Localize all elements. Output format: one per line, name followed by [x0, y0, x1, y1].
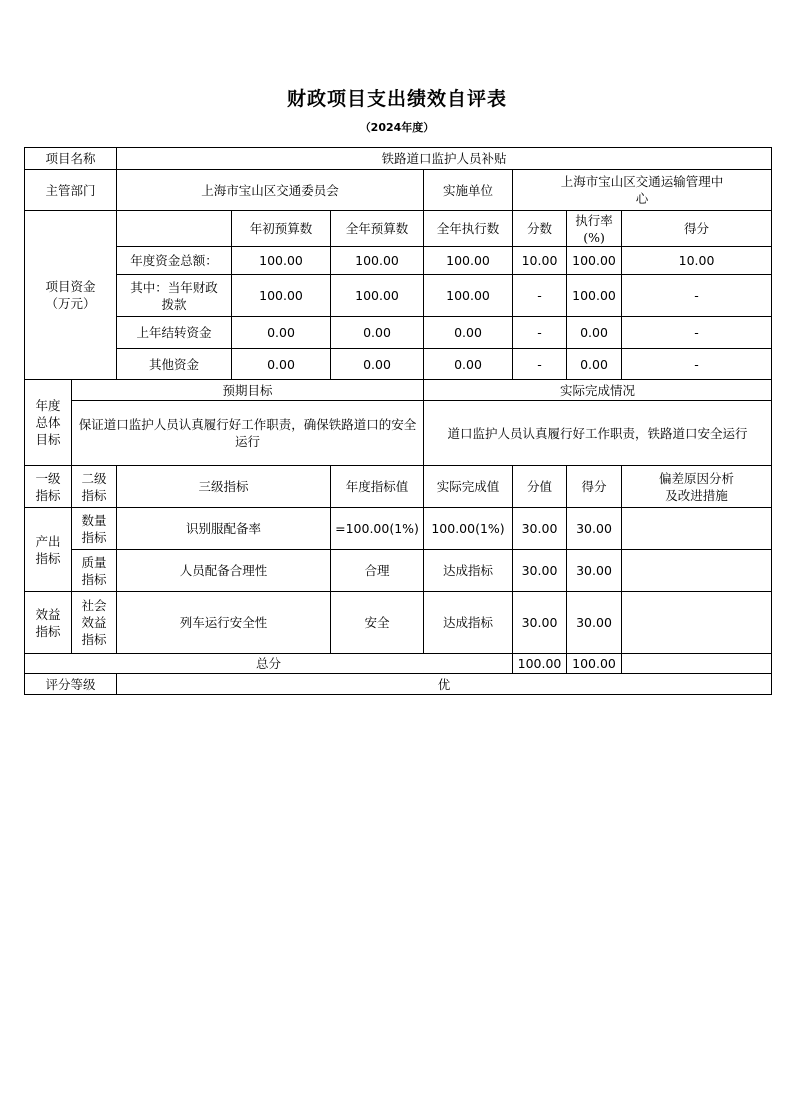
goals-actual-text: 道口监护人员认真履行好工作职责，铁路道口安全运行	[424, 401, 772, 466]
ind-header-level1-line1: 一级	[35, 470, 61, 486]
ind-deviation	[622, 508, 772, 550]
ind-deviation	[622, 550, 772, 592]
unit-value-line2: 心	[635, 191, 649, 206]
page-subtitle: （2024年度）	[359, 121, 435, 134]
ind-header-level3: 三级指标	[117, 466, 331, 508]
funds-row	[25, 247, 772, 275]
funds-cell: 0.00	[424, 317, 513, 349]
funds-header-rate: 执行率(%)	[567, 211, 622, 247]
funds-cell: 0.00	[232, 317, 331, 349]
funds-cell: -	[513, 275, 567, 317]
project-name-label: 项目名称	[25, 148, 117, 170]
goals-label-line1: 年度	[35, 398, 61, 413]
goals-label-line3: 目标	[35, 432, 61, 447]
funds-cell: -	[622, 317, 772, 349]
total-deviation-blank	[622, 654, 772, 674]
funds-header-executed: 全年执行数	[424, 211, 513, 247]
ind-header-level2-line1: 二级	[81, 470, 107, 486]
ind-header-level1	[25, 466, 72, 508]
page-title: 财政项目支出绩效自评表	[286, 88, 507, 110]
funds-cell: 100.00	[232, 275, 331, 317]
funds-label-line2: （万元）	[45, 296, 96, 311]
goals-actual-header: 实际完成情况	[424, 380, 772, 401]
ind-header-deviation-line1: 偏差原因分析	[659, 470, 735, 486]
row-department	[25, 170, 772, 211]
dept-value: 上海市宝山区交通委员会	[117, 170, 424, 211]
ind-target: 合理	[331, 550, 424, 592]
ind-level1-benefit-line1: 效益	[35, 606, 61, 622]
dept-label: 主管部门	[25, 170, 117, 211]
ind-header-deviation-line2: 及改进措施	[665, 487, 728, 503]
ind-deviation	[622, 592, 772, 654]
ind-weight: 30.00	[513, 508, 567, 550]
total-label: 总分	[25, 654, 513, 674]
goals-expected-text: 保证道口监护人员认真履行好工作职责，确保铁路道口的安全运行	[72, 401, 424, 466]
ind-level1-benefit	[25, 592, 72, 654]
funds-header-points: 分数	[513, 211, 567, 247]
unit-value	[513, 170, 772, 211]
indicator-row	[25, 550, 772, 592]
unit-value-line1: 上海市宝山区交通运输管理中	[560, 174, 724, 189]
funds-cell: 0.00	[232, 349, 331, 380]
funds-row-label: 其他资金	[117, 349, 232, 380]
ind-level2	[72, 508, 117, 550]
ind-level1-output	[25, 508, 72, 592]
ind-target: 安全	[331, 592, 424, 654]
funds-cell: -	[622, 349, 772, 380]
ind-level2	[72, 550, 117, 592]
funds-row-label: 上年结转资金	[117, 317, 232, 349]
funds-cell: 0.00	[567, 349, 622, 380]
ind-level2-line2: 效益	[81, 615, 107, 630]
funds-cell: -	[513, 349, 567, 380]
funds-cell: 0.00	[331, 349, 424, 380]
ind-level3: 列车运行安全性	[117, 592, 331, 654]
funds-cell: 10.00	[622, 247, 772, 275]
ind-score: 30.00	[567, 592, 622, 654]
row-indicator-header	[25, 466, 772, 508]
project-name-value: 铁路道口监护人员补贴	[117, 148, 772, 170]
funds-header-annual-budget: 全年预算数	[331, 211, 424, 247]
funds-cell: 100.00	[331, 275, 424, 317]
row-goals-content	[25, 401, 772, 466]
ind-level2-line1: 质量	[81, 554, 107, 570]
ind-level1-output-line1: 产出	[35, 533, 61, 549]
ind-level2-line3: 指标	[81, 632, 107, 647]
funds-row	[25, 317, 772, 349]
funds-row	[25, 349, 772, 380]
row-funds-header	[25, 211, 772, 247]
funds-cell: 0.00	[424, 349, 513, 380]
ind-level3: 人员配备合理性	[117, 550, 331, 592]
ind-header-score: 得分	[567, 466, 622, 508]
funds-cell: 100.00	[424, 275, 513, 317]
funds-row-label-line2: 拨款	[161, 296, 187, 312]
funds-cell: 10.00	[513, 247, 567, 275]
ind-actual: 达成指标	[424, 550, 513, 592]
indicator-row	[25, 592, 772, 654]
funds-header-initial-budget: 年初预算数	[232, 211, 331, 247]
ind-score: 30.00	[567, 508, 622, 550]
row-goals-header	[25, 380, 772, 401]
ind-weight: 30.00	[513, 550, 567, 592]
total-score: 100.00	[567, 654, 622, 674]
funds-cell: 100.00	[567, 275, 622, 317]
unit-label: 实施单位	[424, 170, 513, 211]
grade-value: 优	[117, 674, 772, 695]
ind-level2-line2: 指标	[81, 571, 107, 587]
funds-label-line1: 项目资金	[45, 279, 96, 294]
ind-header-actual: 实际完成值	[424, 466, 513, 508]
funds-cell: -	[513, 317, 567, 349]
grade-label: 评分等级	[25, 674, 117, 695]
funds-row-label	[117, 275, 232, 317]
ind-level2-line1: 数量	[81, 512, 107, 528]
ind-weight: 30.00	[513, 592, 567, 654]
ind-level3: 识别服配备率	[117, 508, 331, 550]
ind-actual: 达成指标	[424, 592, 513, 654]
funds-cell: -	[622, 275, 772, 317]
funds-header-blank	[117, 211, 232, 247]
total-weight: 100.00	[513, 654, 567, 674]
funds-cell: 100.00	[567, 247, 622, 275]
ind-header-level2-line2: 指标	[81, 487, 107, 503]
ind-level1-benefit-line2: 指标	[35, 623, 61, 639]
goals-expected-header: 预期目标	[72, 380, 424, 401]
funds-cell: 100.00	[232, 247, 331, 275]
row-grade	[25, 674, 772, 695]
ind-level2	[72, 592, 117, 654]
row-total	[25, 654, 772, 674]
funds-cell: 100.00	[331, 247, 424, 275]
funds-label	[25, 211, 117, 380]
indicator-row	[25, 508, 772, 550]
ind-target: =100.00(1%)	[331, 508, 424, 550]
ind-actual: 100.00(1%)	[424, 508, 513, 550]
evaluation-table	[24, 147, 772, 695]
funds-header-score: 得分	[622, 211, 772, 247]
funds-row-label-line1: 其中：当年财政	[130, 279, 218, 295]
funds-cell: 0.00	[331, 317, 424, 349]
goals-label	[25, 380, 72, 466]
ind-score: 30.00	[567, 550, 622, 592]
ind-level2-line2: 指标	[81, 529, 107, 545]
goals-label-line2: 总体	[35, 415, 61, 430]
ind-header-level2	[72, 466, 117, 508]
ind-level1-output-line2: 指标	[35, 550, 61, 566]
ind-header-target: 年度指标值	[331, 466, 424, 508]
funds-cell: 0.00	[567, 317, 622, 349]
funds-row	[25, 275, 772, 317]
ind-header-level1-line2: 指标	[35, 487, 61, 503]
ind-level2-line1: 社会	[81, 598, 107, 613]
row-project-name	[25, 148, 772, 170]
ind-header-deviation	[622, 466, 772, 508]
ind-header-weight: 分值	[513, 466, 567, 508]
funds-cell: 100.00	[424, 247, 513, 275]
funds-row-label: 年度资金总额：	[117, 247, 232, 275]
